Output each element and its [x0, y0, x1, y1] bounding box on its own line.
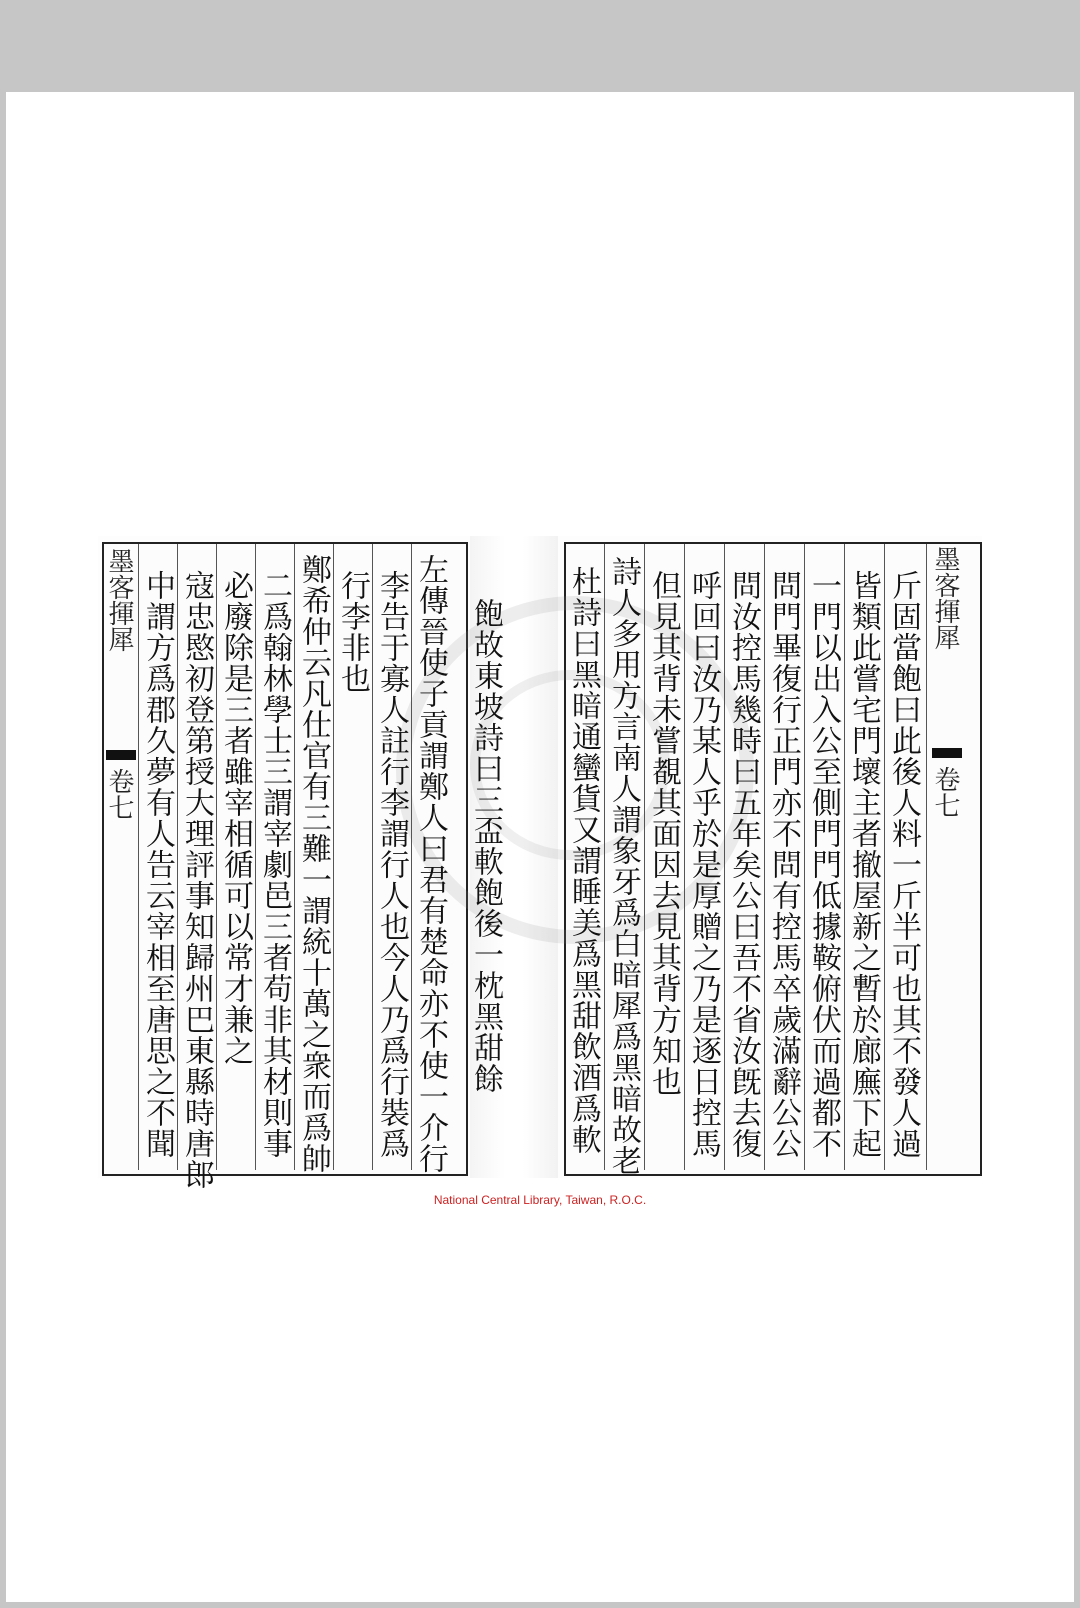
column-rule: [644, 544, 645, 1170]
column-rule: [764, 544, 765, 1170]
column-rule: [255, 544, 256, 1170]
right-margin-title: 墨客揮犀: [930, 546, 960, 650]
left-text-column-7: 李告于寡人註行李謂行人也今人乃爲行裝爲: [374, 570, 409, 1159]
left-text-column-8: 左傳晉使子貢謂鄭人曰君有楚命亦不使一介行: [413, 554, 448, 1174]
right-text-column-1: 杜詩曰黑暗通蠻貨又謂睡美爲黑甜飲酒爲軟: [566, 566, 601, 1155]
right-margin-rule: [926, 544, 927, 1170]
right-text-column-2: 詩人多用方言南人謂象牙爲白暗犀爲黑暗故老: [606, 556, 641, 1176]
right-text-column-9: 斤固當飽曰此後人料一斤半可也其不發人過: [886, 570, 921, 1159]
column-rule: [333, 544, 334, 1170]
column-rule: [216, 544, 217, 1170]
column-rule: [684, 544, 685, 1170]
library-caption: National Central Library, Taiwan, R.O.C.: [433, 1193, 647, 1207]
left-text-column-4: 二爲翰林學士三謂宰劇邑三者苟非其材則事: [257, 570, 292, 1159]
left-text-column-9: 飽故東坡詩曰三盃軟飽後一枕黑甜餘: [468, 598, 503, 1094]
left-text-column-2: 寇忠愍初登第授大理評事知歸州巴東縣時唐郎: [179, 570, 214, 1190]
column-rule: [177, 544, 178, 1170]
right-text-column-7: 一門以出入公至側門門低據鞍俯伏而過都不: [806, 570, 841, 1159]
right-text-column-8: 皆類此嘗宅門壞主者撤屋新之暫於廊廡下起: [846, 570, 881, 1159]
left-fishtail-mark: [106, 750, 136, 760]
column-rule: [294, 544, 295, 1170]
column-rule: [604, 544, 605, 1170]
column-rule: [724, 544, 725, 1170]
left-text-column-6: 行李非也: [335, 570, 370, 694]
right-text-column-5: 問汝控馬幾時曰五年矣公曰吾不省汝旣去復: [726, 570, 761, 1159]
right-text-column-4: 呼回曰汝乃某人乎於是厚贈之乃是逐日控馬: [686, 570, 721, 1159]
left-margin-title: 墨客揮犀: [104, 548, 134, 652]
left-margin-volume: 卷七: [104, 768, 134, 820]
right-text-column-6: 問門畢復行正門亦不問有控馬卒歲滿辭公公: [766, 570, 801, 1159]
left-margin-rule: [138, 544, 139, 1170]
right-text-column-3: 但見其背未嘗覩其面因去見其背方知也: [646, 570, 681, 1097]
left-text-column-5: 鄭希仲云凡仕官有三難一謂統十萬之衆而爲帥: [296, 554, 331, 1174]
right-fishtail-mark: [932, 748, 962, 758]
left-text-column-3: 必廢除是三者雖宰相循可以常才兼之: [218, 570, 253, 1066]
column-rule: [884, 544, 885, 1170]
scanned-book-spread: [98, 536, 982, 1190]
column-rule: [804, 544, 805, 1170]
column-rule: [411, 544, 412, 1170]
right-margin-volume: 卷七: [930, 766, 960, 818]
left-text-column-1: 中謂方爲郡久夢有人告云宰相至唐思之不聞: [140, 570, 175, 1159]
column-rule: [372, 544, 373, 1170]
column-rule: [844, 544, 845, 1170]
